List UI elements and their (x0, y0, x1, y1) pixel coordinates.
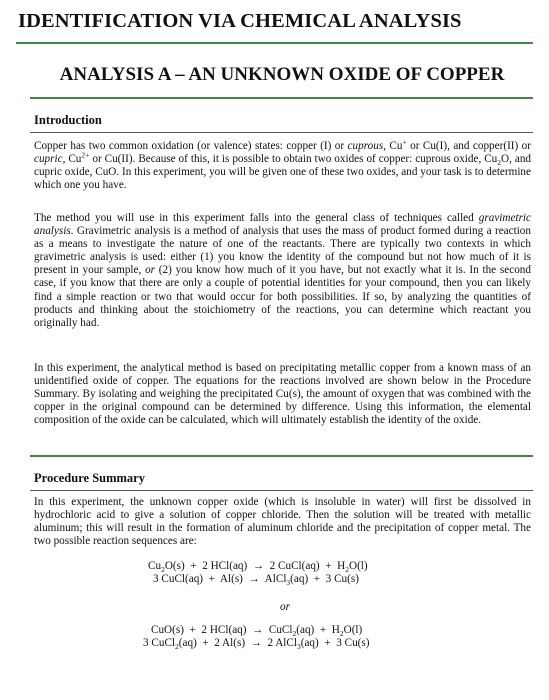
equation-3: CuO(s) + 2 HCl(aq) → CuCl$_2$(aq) + $H_2O(l)$ (151, 624, 363, 639)
reaction-sequence-cuprous (148, 560, 368, 587)
or-separator: or (280, 601, 290, 613)
reaction-sequence-cupric (143, 624, 369, 651)
reaction-arrow-icon: → (252, 560, 265, 572)
introduction-paragraph-1: Copper has two common oxidation (or valence) states: copper (I) or cuprous, Cu+ or Cu(I), and copper(II) or cupric, $Cu^{2+}$ or Cu(II). Because of this, it is possible to obtain two oxides of copper: cuprous oxide, $Cu_2O$, and cupric oxide, CuO. In this experiment, you will be given one of these two oxides, and your task is to determine which one you have. (34, 137, 532, 192)
procedure-rule-top (30, 455, 533, 457)
title-rule-top (16, 42, 533, 44)
introduction-rule (30, 132, 533, 133)
procedure-heading: Procedure Summary (34, 471, 145, 485)
introduction-paragraph-2: The method you will use in this experiment falls into the general class of techniques called gravimetric analysis. Gravimetric analysis is a method of analysis that uses the mass of product formed during a reaction as a means to investigate the nature of one of the reactants. There are typically two contexts in which gravimetric analysis is used: either (1) you know the identity of the compound but not how much of it is present in your sample, or (2) you know how much of it you have, but not exactly what it is. In the second case, if you know that there are only a couple of potential identities for your compound, then you can likely find a simple reaction or two that would occur for both possibilities. If so, by analyzing the quantities of products and thinking about the stoichiometry of the reactions, you can determine which reactant you originally had. (34, 212, 531, 329)
reaction-arrow-icon: → (252, 624, 264, 636)
procedure-paragraph-1: In this experiment, the unknown copper oxide (which is insoluble in water) will first be dissolved in hydrochloric acid to give a solution of copper chloride. Then the solution will be treated with metallic aluminum; this will result in the formation of aluminum chloride and the precipitation of copper metal. The two possible reaction sequences are: (34, 496, 531, 548)
equation-4: 3 CuCl$_2$(aq) + 2 Al(s) → 2 AlCl$_3$(aq) + 3 Cu(s) (143, 637, 370, 652)
reaction-arrow-icon: → (250, 637, 262, 650)
procedure-rule (30, 490, 533, 491)
title-rule-bottom (30, 97, 533, 99)
main-title: IDENTIFICATION VIA CHEMICAL ANALYSIS (18, 10, 462, 32)
reaction-arrow-icon: → (248, 573, 260, 586)
introduction-paragraph-3: In this experiment, the analytical method is based on precipitating metallic copper from a known mass of an unidentified oxide of copper. The equations for the reactions involved are shown below in the Procedure Summary. By isolating and weighing the precipitated Cu(s), the amount of oxygen that was combined with the copper in the original compound can be determined by difference. Using this information, the elemental composition of the oxide can be calculated, which will ultimately establish the identity of the oxide. (34, 362, 531, 427)
equation-1: $Cu_2O(s) + 2$ HCl(aq) → 2 CuCl(aq) + $H_2O(l)$ (148, 560, 368, 575)
equation-2: 3 CuCl(aq) + Al(s) → AlCl$_3$(aq) + 3 Cu(s) (153, 573, 359, 588)
sub-title: ANALYSIS A – AN UNKNOWN OXIDE OF COPPER (59, 64, 505, 85)
introduction-heading: Introduction (34, 113, 102, 127)
